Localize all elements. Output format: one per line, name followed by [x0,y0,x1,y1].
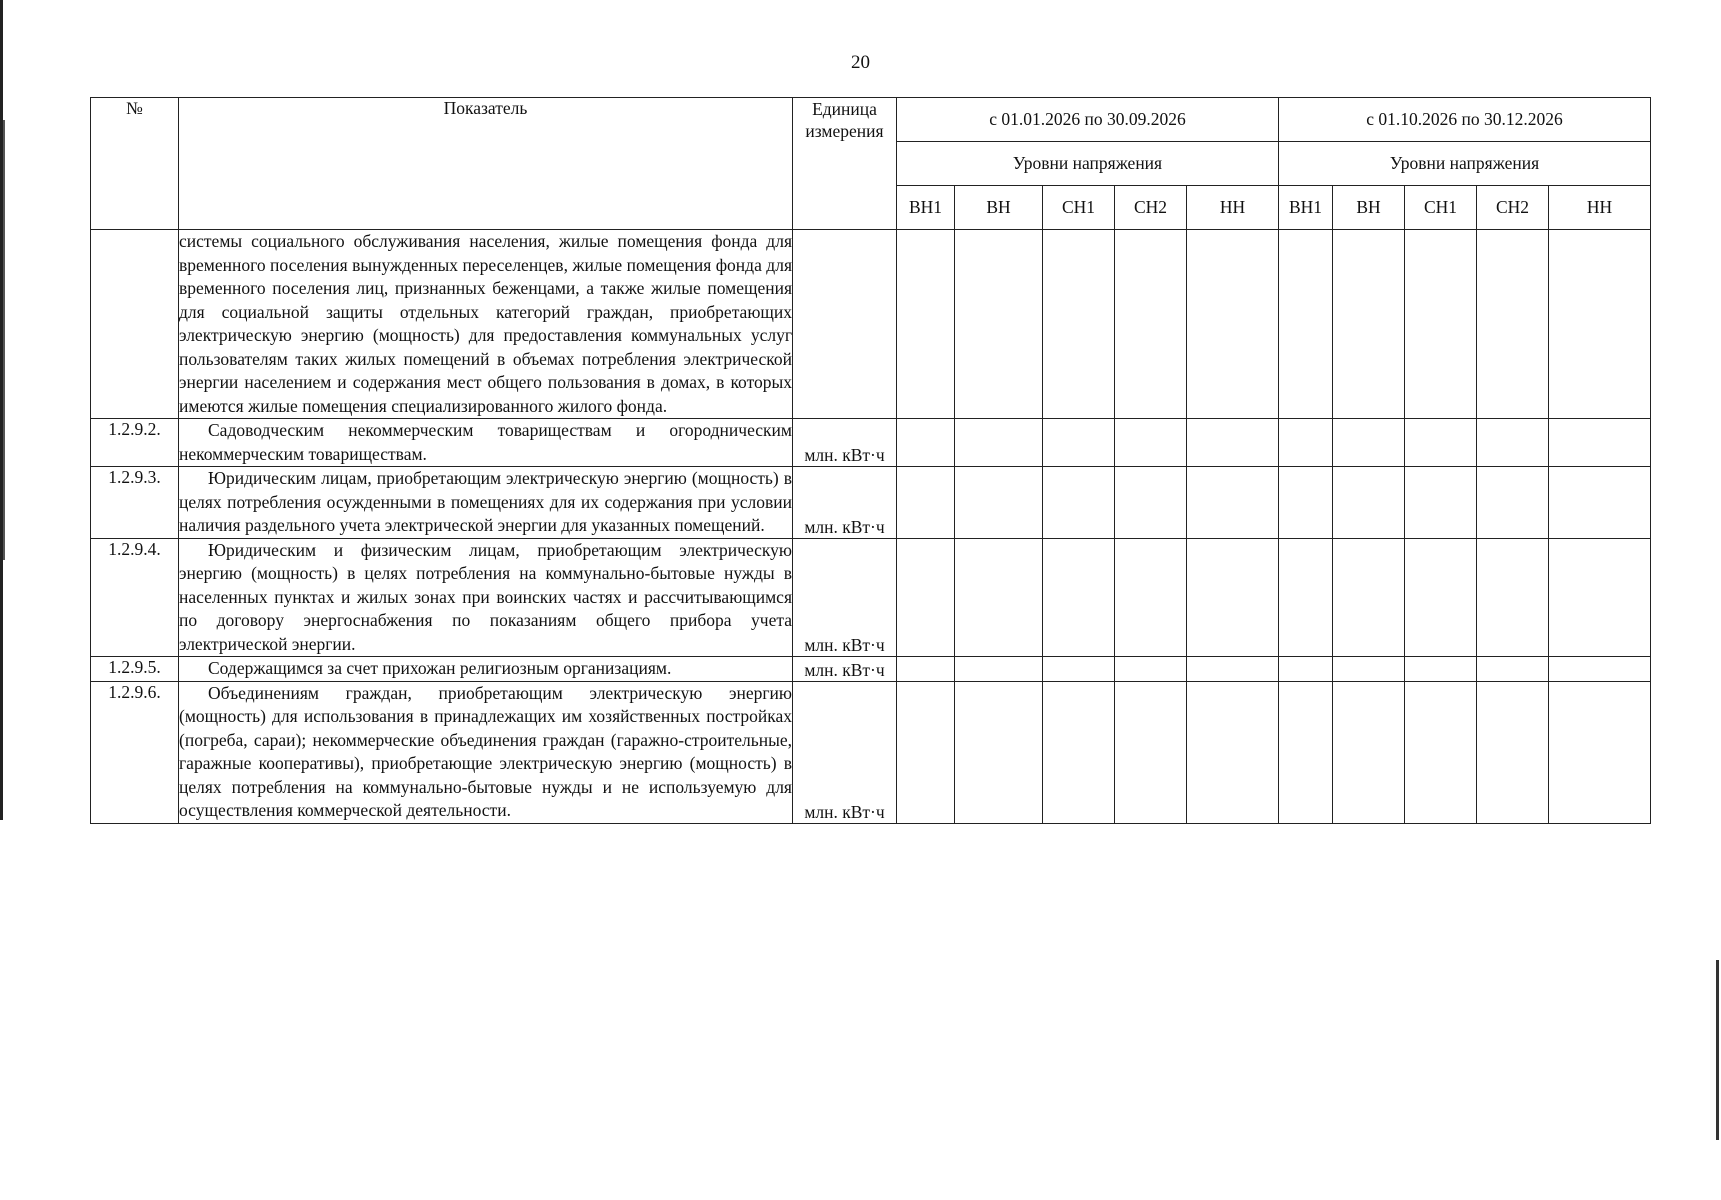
row-indicator [179,467,793,539]
value-cell [1115,657,1187,682]
value-cell [955,230,1043,419]
value-cell [1405,681,1477,823]
row-indicator [179,419,793,467]
table-row [91,681,1651,823]
row-unit [793,230,897,419]
value-cell [897,538,955,657]
value-cell [1279,419,1333,467]
row-indicator-text: Юридическим лицам, приобретающим электрическую энергию (мощность) в целях потребления осужденными в помещениях для их содержания при условии наличия раздельного учета электрической энергии для указанных помещений. [179,468,792,535]
value-cell [1115,230,1187,419]
value-cell [1115,467,1187,539]
value-cell [1187,467,1279,539]
value-cell [1477,538,1549,657]
row-num: 1.2.9.3. [91,467,179,539]
value-cell [1333,419,1405,467]
value-cell [1333,467,1405,539]
value-cell [1477,657,1549,682]
row-indicator-text: Юридическим и физическим лицам, приобретающим электрическую энергию (мощность) в целях потребления на коммунально-бытовые нужды в населенных пунктах и жилых зонах при воинских частях и рассчитывающимся по договору энергоснабжения по показаниям общего прибора учета электрической энергии. [179,539,792,654]
value-cell [1333,657,1405,682]
value-cell [1187,538,1279,657]
header-level: СН2 [1115,186,1187,230]
scan-edge-left-inner [3,120,5,560]
page-number: 20 [851,52,870,73]
value-cell [1279,538,1333,657]
value-cell [1549,419,1651,467]
value-cell [897,467,955,539]
value-cell [955,681,1043,823]
header-num: № [91,98,179,230]
value-cell [1043,657,1115,682]
row-indicator-text: Объединениям граждан, приобретающим электрическую энергию (мощность) для использования в принадлежащих им хозяйственных постройках (погреба, сараи); некоммерческие объединения граждан (гаражно-строительные, гаражные кооперативы), приобретающие электрическую энергию (мощность) в целях потребления на коммунально-бытовые нужды и не используемую для осуществления коммерческой деятельности. [179,682,792,820]
row-unit: млн. кВт·ч [793,657,897,682]
row-indicator [179,538,793,657]
value-cell [955,467,1043,539]
table-row [91,467,1651,539]
value-cell [897,419,955,467]
value-cell [1549,681,1651,823]
row-indicator [179,657,793,682]
value-cell [897,657,955,682]
value-cell [1405,467,1477,539]
header-level: СН1 [1043,186,1115,230]
value-cell [1115,419,1187,467]
row-indicator-text: Садоводческим некоммерческим товариществам и огородническим некоммерческим товариществам. [179,420,792,464]
value-cell [1333,538,1405,657]
value-cell [1043,419,1115,467]
header-levels-1: Уровни напряжения [897,142,1279,186]
value-cell [1405,657,1477,682]
header-level: ВН [1333,186,1405,230]
header-level: ВН [955,186,1043,230]
value-cell [1333,230,1405,419]
value-cell [1549,467,1651,539]
indicator-table [90,97,1651,824]
header-period-2: с 01.10.2026 по 30.12.2026 [1279,98,1651,142]
header-level: НН [1187,186,1279,230]
header-levels-2: Уровни напряжения [1279,142,1651,186]
row-unit: млн. кВт·ч [793,681,897,823]
table-row [91,657,1651,682]
value-cell [1043,230,1115,419]
value-cell [1043,538,1115,657]
value-cell [1405,230,1477,419]
value-cell [955,657,1043,682]
table-row [91,230,1651,419]
value-cell [1115,538,1187,657]
row-unit: млн. кВт·ч [793,419,897,467]
value-cell [1405,538,1477,657]
row-indicator [179,681,793,823]
table-row [91,538,1651,657]
value-cell [1279,467,1333,539]
row-indicator [179,230,793,419]
value-cell [1187,419,1279,467]
value-cell [1477,419,1549,467]
header-indicator: Показатель [179,98,793,230]
header-level: ВН1 [897,186,955,230]
value-cell [1115,681,1187,823]
value-cell [1549,230,1651,419]
value-cell [1477,681,1549,823]
header-period-1: с 01.01.2026 по 30.09.2026 [897,98,1279,142]
value-cell [1187,657,1279,682]
value-cell [1477,230,1549,419]
value-cell [1279,681,1333,823]
row-unit: млн. кВт·ч [793,538,897,657]
header-level: СН2 [1477,186,1549,230]
value-cell [1405,419,1477,467]
value-cell [1043,467,1115,539]
value-cell [955,538,1043,657]
scan-edge-right [1716,960,1719,1140]
value-cell [1477,467,1549,539]
row-indicator-text: Содержащимся за счет прихожан религиозным организациям. [208,658,672,678]
value-cell [897,681,955,823]
row-num: 1.2.9.5. [91,657,179,682]
table-header [91,98,1651,230]
header-level: НН [1549,186,1651,230]
header-level: СН1 [1405,186,1477,230]
header-level: ВН1 [1279,186,1333,230]
table-row [91,419,1651,467]
table-body [91,230,1651,824]
row-unit: млн. кВт·ч [793,467,897,539]
value-cell [1187,230,1279,419]
value-cell [1549,538,1651,657]
row-indicator-text: системы социального обслуживания населения, жилые помещения фонда для временного поселения вынужденных переселенцев, жилые помещения фонда для временного поселения лиц, признанных беженцами, а также жилые помещения для социальной защиты отдельных категорий граждан, приобретающих электрическую энергию (мощность) для предоставления коммунальных услуг пользователям таких жилых помещений в объемах потребления электрической энергии населением и содержания мест общего пользования в домах, в которых имеются жилые помещения специализированного жилого фонда. [179,231,792,416]
value-cell [1187,681,1279,823]
value-cell [1043,681,1115,823]
value-cell [1333,681,1405,823]
header-unit: Единица измерения [793,98,897,230]
row-num [91,230,179,419]
value-cell [1279,657,1333,682]
value-cell [1279,230,1333,419]
value-cell [897,230,955,419]
value-cell [1549,657,1651,682]
value-cell [955,419,1043,467]
row-num: 1.2.9.6. [91,681,179,823]
row-num: 1.2.9.2. [91,419,179,467]
row-num: 1.2.9.4. [91,538,179,657]
